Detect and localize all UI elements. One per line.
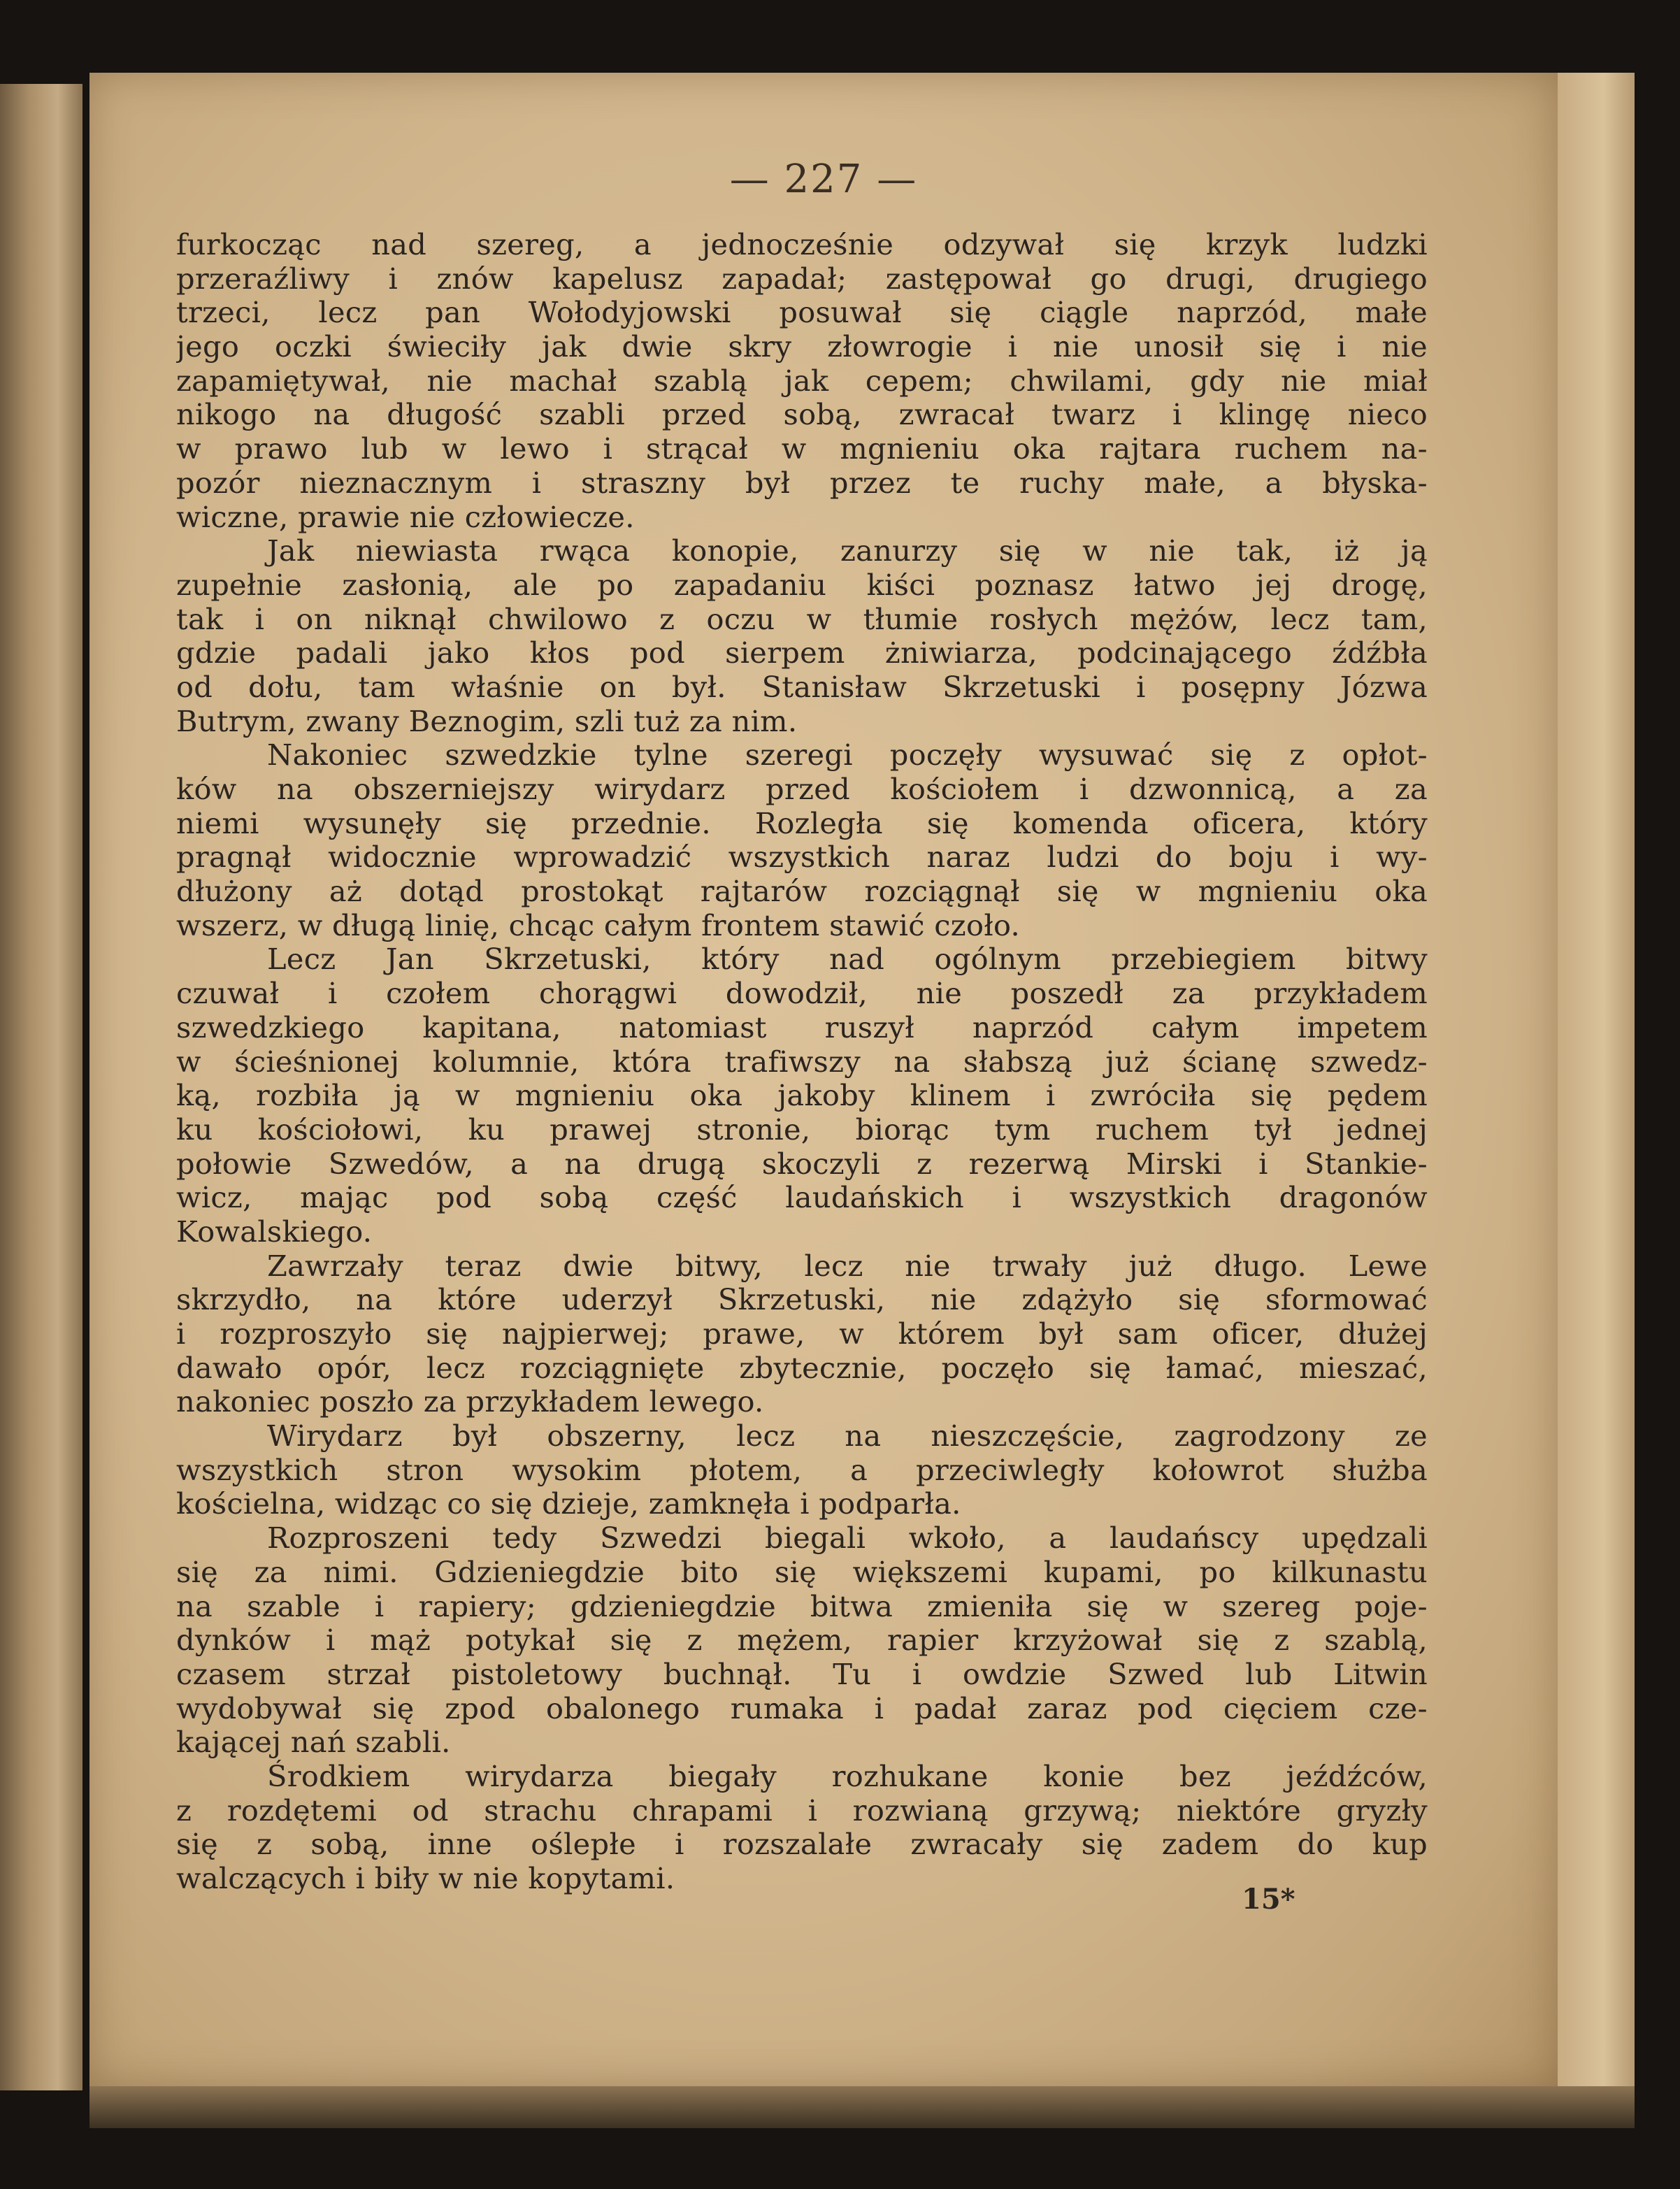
text-line: przeraźliwy i znów kapelusz zapadał; zastępował go drugi, drugiego <box>176 261 1428 296</box>
text-line: wszystkich stron wysokim płotem, a przeciwległy kołowrot służba <box>176 1453 1428 1487</box>
text-line: ką, rozbiła ją w mgnieniu oka jakoby klinem i zwróciła się pędem <box>176 1079 1428 1113</box>
text-line: dłużony aż dotąd prostokąt rajtarów rozciągnął się w mgnieniu oka <box>176 875 1428 909</box>
text-line: zupełnie zasłonią, ale po zapadaniu kiści poznasz łatwo jej drogę, <box>176 568 1428 602</box>
text-line: dawało opór, lecz rozciągnięte zbytecznie, poczęło się łamać, mieszać, <box>176 1351 1428 1385</box>
text-line: tak i on niknął chwilowo z oczu w tłumie rosłych mężów, lecz tam, <box>176 602 1428 636</box>
text-line: Kowalskiego. <box>176 1214 373 1249</box>
signature-mark: 15* <box>1242 1883 1295 1916</box>
text-line: wicz, mając pod sobą część laudańskich i wszystkich dragonów <box>176 1181 1428 1215</box>
text-line: wszerz, w długą linię, chcąc całym frontem stawić czoło. <box>176 908 1021 942</box>
text-line: Środkiem wirydarza biegały rozhukane konie bez jeźdźców, <box>267 1759 1428 1793</box>
text-line: wydobywał się zpod obalonego rumaka i padał zaraz pod cięciem cze- <box>176 1691 1428 1725</box>
text-line: Rozproszeni tedy Szwedzi biegali wkoło, a laudańscy upędzali <box>267 1521 1428 1556</box>
text-line: i rozproszyło się najpierwej; prawe, w którem był sam oficer, dłużej <box>176 1317 1428 1351</box>
page-number: — 227 — <box>729 157 918 202</box>
text-line: się za nimi. Gdzieniegdzie bito się większemi kupami, po kilkunastu <box>176 1555 1428 1589</box>
text-line: gdzie padali jako kłos pod sierpem żniwiarza, podcinającego źdźbła <box>176 636 1428 670</box>
text-line: na szable i rapiery; gdzieniegdzie bitwa zmieniła się w szereg poje- <box>176 1589 1428 1623</box>
text-line: walczących i biły w nie kopytami. <box>176 1862 675 1895</box>
text-line: Jak niewiasta rwąca konopie, zanurzy się w nie tak, iż ją <box>267 534 1428 568</box>
text-line: nakoniec poszło za przykładem lewego. <box>176 1385 764 1419</box>
text-line: połowie Szwedów, a na drugą skoczyli z rezerwą Mirski i Stankie- <box>176 1147 1428 1181</box>
text-line: Butrym, zwany Beznogim, szli tuż za nim. <box>176 704 798 738</box>
text-line: czuwał i czołem chorągwi dowodził, nie poszedł za przykładem <box>176 977 1428 1011</box>
text-line: w prawo lub w lewo i strącał w mgnieniu oka rajtara ruchem na- <box>176 432 1428 466</box>
body-text <box>176 228 1428 1896</box>
text-line: ków na obszerniejszy wirydarz przed kościołem i dzwonnicą, a za <box>176 773 1428 806</box>
text-line: z rozdętemi od strachu chrapami i rozwianą grzywą; niektóre gryzły <box>176 1793 1428 1828</box>
text-line: zapamiętywał, nie machał szablą jak cepem; chwilami, gdy nie miał <box>176 364 1428 398</box>
book-cover-edge <box>1558 73 1635 2086</box>
text-line: wiczne, prawie nie człowiecze. <box>176 500 635 534</box>
text-line: ku kościołowi, ku prawej stronie, biorąc tym ruchem tył jednej <box>176 1112 1428 1147</box>
text-line: pozór nieznacznym i straszny był przez te ruchy małe, a błyska- <box>176 466 1428 500</box>
book-bottom-edge <box>89 2086 1635 2128</box>
text-line: Lecz Jan Skrzetuski, który nad ogólnym przebiegiem bitwy <box>267 942 1428 977</box>
text-line: nikogo na długość szabli przed sobą, zwracał twarz i klingę nieco <box>176 398 1428 432</box>
text-line: pragnął widocznie wprowadzić wszystkich naraz ludzi do boju i wy- <box>176 840 1428 875</box>
text-line: się z sobą, inne oślepłe i rozszalałe zwracały się zadem do kup <box>176 1828 1428 1862</box>
text-line: kającej nań szabli. <box>176 1725 451 1760</box>
text-line: w ścieśnionej kolumnie, która trafiwszy na słabszą już ścianę szwedz- <box>176 1045 1428 1079</box>
text-line: furkocząc nad szereg, a jednocześnie odzywał się krzyk ludzki <box>176 228 1428 261</box>
text-line: skrzydło, na które uderzył Skrzetuski, nie zdążyło się sformować <box>176 1283 1428 1317</box>
text-line: od dołu, tam właśnie on był. Stanisław Skrzetuski i posępny Józwa <box>176 670 1428 704</box>
text-line: trzeci, lecz pan Wołodyjowski posuwał się ciągle naprzód, małe <box>176 296 1428 330</box>
left-page-edge <box>0 84 82 2090</box>
text-line: Wirydarz był obszerny, lecz na nieszczęście, zagrodzony ze <box>267 1419 1428 1454</box>
text-line: jego oczki świeciły jak dwie skry złowrogie i nie unosił się i nie <box>176 330 1428 364</box>
text-line: czasem strzał pistoletowy buchnął. Tu i owdzie Szwed lub Litwin <box>176 1657 1428 1691</box>
text-line: szwedzkiego kapitana, natomiast ruszył naprzód całym impetem <box>176 1010 1428 1045</box>
text-line: Nakoniec szwedzkie tylne szeregi poczęły wysuwać się z opłot- <box>267 738 1428 773</box>
text-line: kościelna, widząc co się dzieje, zamknęła i podparła. <box>176 1487 961 1521</box>
text-line: niemi wysunęły się przednie. Rozległa się komenda oficera, który <box>176 806 1428 840</box>
text-line: Zawrzały teraz dwie bitwy, lecz nie trwały już długo. Lewe <box>267 1249 1428 1283</box>
text-line: dynków i mąż potykał się z mężem, rapier krzyżował się z szablą, <box>176 1623 1428 1658</box>
